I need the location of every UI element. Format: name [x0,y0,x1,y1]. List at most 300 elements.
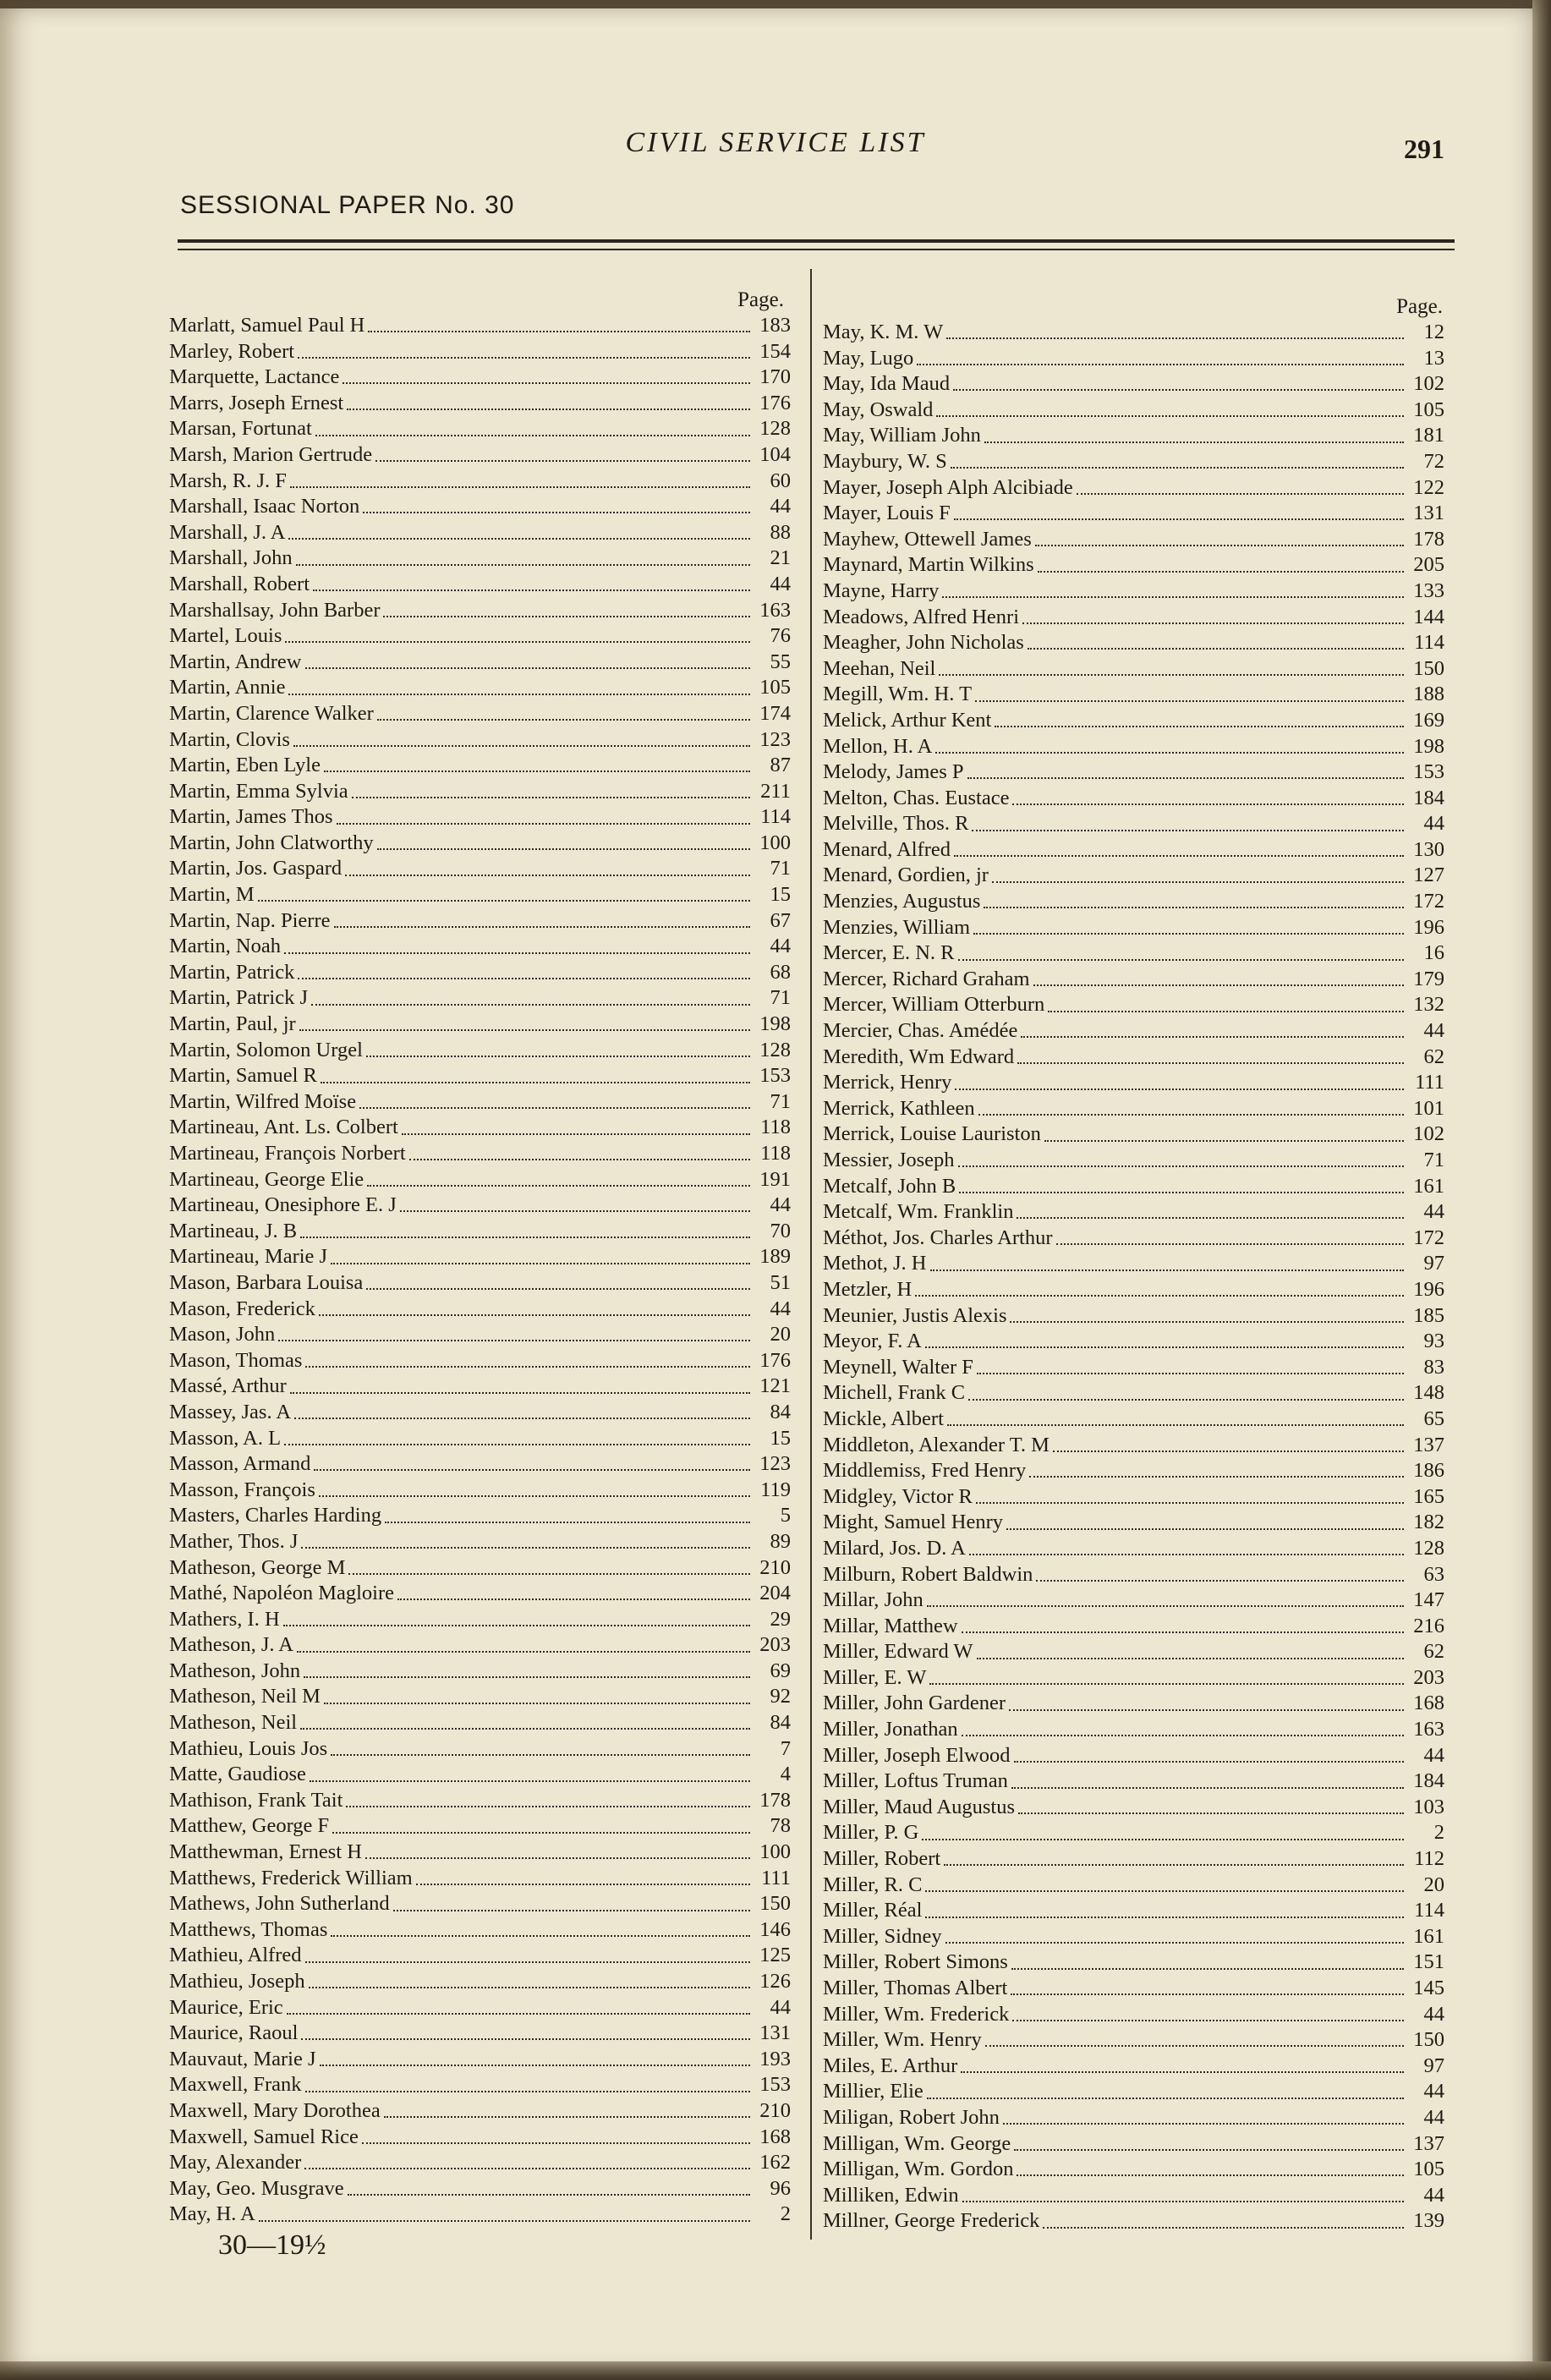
dot-leader [278,1340,750,1341]
index-entry [823,1820,1444,1846]
running-head: CIVIL SERVICE LIST [625,127,926,158]
index-entry [169,391,791,417]
index-entry [169,1788,791,1814]
index-entry [169,2202,791,2228]
entry-name: Martin, John Clatworthy [169,831,374,854]
entry-name: Meehan, Neil [823,656,936,680]
entry-page-number: 97 [1423,2054,1444,2077]
entry-name: May, H. A [169,2202,255,2226]
dot-leader [300,1237,750,1238]
dot-leader [284,1444,750,1445]
entry-page-number: 21 [770,546,791,570]
entry-page-number: 123 [759,1452,791,1476]
entry-page-number: 2 [1433,1821,1444,1845]
dot-leader [375,460,750,462]
entry-page-number: 119 [760,1478,791,1501]
entry-name: Melick, Arthur Kent [823,708,992,732]
index-entry [823,708,1444,734]
entry-page-number: 102 [1413,372,1444,396]
index-entry [823,1458,1444,1484]
entry-page-number: 128 [759,1038,791,1061]
index-entry [169,494,791,520]
dot-leader [1014,2149,1404,2151]
entry-name: Miller, Sidney [823,1924,942,1948]
dot-leader [290,486,750,488]
index-entry [823,1226,1444,1252]
entry-name: Marshallsay, John Barber [169,598,381,622]
entry-name: Marshall, J. A [169,520,286,544]
entry-name: Masson, François [169,1478,315,1501]
dot-leader [1018,1812,1404,1814]
entry-name: Messier, Joseph [823,1149,955,1171]
entry-name: Maxwell, Samuel Rice [169,2125,359,2148]
index-entry [823,1614,1444,1640]
entry-name: Meagher, John Nicholas [823,631,1024,655]
entry-page-number: 83 [1423,1355,1444,1379]
index-entry [169,804,791,831]
entry-page-number: 97 [1423,1252,1444,1275]
dot-leader [958,959,1405,961]
dot-leader [321,1082,750,1083]
index-entry [169,2072,791,2098]
entry-name: Martin, Samuel R [169,1064,317,1088]
index-entry [823,2105,1444,2131]
entry-name: Merrick, Louise Lauriston [823,1122,1041,1146]
entry-name: Menard, Gordien, jr [823,864,989,887]
dot-leader [968,1399,1404,1401]
index-entry [823,1873,1444,1899]
entry-name: Millar, John [823,1588,923,1612]
entry-name: Miller, R. C [823,1873,923,1896]
dot-leader [324,770,750,772]
entry-page-number: 44 [770,495,791,518]
index-entry [823,1639,1444,1665]
entry-page-number: 179 [1413,967,1444,990]
entry-name: Marley, Robert [169,339,295,363]
entry-name: Miles, E. Arthur [823,2054,958,2077]
entry-page-number: 127 [1413,864,1444,887]
entry-page-number: 2 [780,2202,791,2226]
dot-leader [1043,2227,1404,2229]
index-entry [823,1924,1444,1950]
dot-leader [930,1270,1405,1271]
entry-name: Maxwell, Frank [169,2073,302,2097]
index-entry [169,779,791,805]
index-entry [169,2176,791,2202]
entry-name: Mason, Barbara Louisa [169,1270,364,1294]
index-entry [169,1917,791,1944]
entry-page-number: 96 [770,2176,791,2200]
entry-page-number: 63 [1423,1562,1444,1586]
index-entry [169,572,791,598]
entry-name: Martin, Solomon Urgel [169,1038,363,1061]
dot-leader [1009,1709,1404,1711]
entry-name: Matheson, Neil M [169,1685,321,1708]
entry-page-number: 44 [1423,2105,1444,2129]
entry-page-number: 111 [1415,1071,1444,1094]
signature-mark: 30—19½ [218,2229,326,2261]
entry-page-number: 71 [770,857,791,880]
entry-page-number: 150 [759,1892,791,1916]
entry-page-number: 13 [1423,346,1444,370]
entry-page-number: 203 [759,1633,791,1657]
entry-name: Michell, Frank C [823,1381,966,1405]
entry-name: Matthews, Frederick William [169,1866,413,1889]
entry-page-number: 105 [1413,398,1444,421]
entry-page-number: 174 [759,701,791,725]
index-entry [823,579,1444,605]
entry-name: Méthot, Jos. Charles Arthur [823,1226,1053,1249]
dot-leader [368,331,750,332]
index-entry [169,1710,791,1736]
entry-page-number: 44 [1423,2080,1444,2103]
dot-leader [288,538,750,540]
index-entry [169,313,791,339]
entry-page-number: 62 [1423,1045,1444,1068]
entry-name: Mayne, Harry [823,579,940,602]
entry-page-number: 44 [1423,1200,1444,1224]
entry-page-number: 15 [770,1426,791,1450]
dot-leader [954,855,1404,857]
entry-page-number: 165 [1413,1484,1444,1508]
dot-leader [925,1917,1404,1918]
entry-name: Mather, Thos. J [169,1529,299,1553]
entry-page-number: 44 [1423,2183,1444,2207]
dot-leader [1017,1217,1404,1219]
index-entry [169,1943,791,1969]
entry-page-number: 71 [1423,1149,1444,1171]
index-entry [169,1012,791,1038]
index-entry [169,623,791,650]
entry-name: Miller, Maud Augustus [823,1795,1016,1818]
entry-page-number: 103 [1413,1795,1444,1818]
dot-leader [319,1495,750,1497]
index-entry [169,856,791,882]
dot-leader [961,2071,1404,2073]
dot-leader [319,1314,750,1316]
entry-page-number: 105 [1413,2158,1444,2181]
dot-leader [1033,984,1404,986]
entry-name: Mayer, Joseph Alph Alcibiade [823,475,1073,499]
dot-leader [992,881,1404,883]
index-entry [169,701,791,727]
entry-name: Mason, Thomas [169,1348,303,1372]
entry-page-number: 118 [760,1142,791,1165]
entry-page-number: 161 [1413,1174,1444,1198]
entry-page-number: 189 [759,1245,791,1269]
index-entry [823,1950,1444,1976]
dot-leader [1022,622,1404,624]
dot-leader [1003,2123,1404,2125]
right-entry-list [823,320,1444,2235]
right-column [823,294,1444,2235]
index-entry [823,1433,1444,1459]
index-entry [823,2131,1444,2158]
entry-name: Menzies, Augustus [823,890,981,913]
dot-leader [343,382,750,384]
entry-name: Martineau, Onesiphore E. J [169,1193,397,1217]
entry-page-number: 5 [780,1504,791,1527]
index-entry [823,915,1444,941]
entry-page-number: 181 [1413,424,1444,447]
dot-leader [347,409,750,410]
entry-name: Maxwell, Mary Dorothea [169,2098,381,2122]
entry-page-number: 153 [759,1064,791,1088]
entry-page-number: 121 [759,1374,791,1398]
entry-page-number: 123 [759,727,791,751]
entry-name: Mathieu, Joseph [169,1970,305,1993]
entry-name: Miller, Wm. Henry [823,2028,982,2052]
index-entry [823,1976,1444,2002]
entry-page-number: 101 [1413,1096,1444,1120]
index-entry [169,1115,791,1141]
entry-page-number: 68 [770,960,791,984]
index-entry [823,2079,1444,2105]
entry-name: Middlemiss, Fred Henry [823,1459,1027,1483]
dot-leader [1012,803,1404,805]
page-bottom-edge [0,2361,1551,2380]
page-number: 291 [1404,134,1444,164]
index-entry [823,527,1444,553]
index-entry [823,449,1444,475]
index-entry [169,598,791,624]
index-entry [823,320,1444,346]
entry-page-number: 151 [1413,1950,1444,1974]
dot-leader [1029,1476,1404,1478]
entry-name: May, K. M. W [823,321,944,343]
index-entry [823,863,1444,889]
entry-name: May, Oswald [823,398,934,421]
index-entry [169,985,791,1012]
entry-name: Menard, Alfred [823,837,951,861]
entry-name: Martin, Emma Sylvia [169,779,348,803]
dot-leader [944,1864,1404,1866]
entry-name: Martin, Clarence Walker [169,701,374,725]
entry-name: Meynell, Walter F [823,1355,973,1379]
dot-leader [384,2116,750,2118]
index-entry [823,1355,1444,1381]
dot-leader [1048,1011,1404,1012]
index-entry [823,605,1444,631]
index-entry [169,416,791,442]
index-entry [169,934,791,960]
dot-leader [1014,1761,1404,1763]
dot-leader [305,2091,751,2092]
entry-name: Maybury, W. S [823,449,947,473]
entry-name: Matthew, George F [169,1814,330,1838]
index-entry [169,1270,791,1297]
index-entry [823,1769,1444,1795]
index-entry [169,1607,791,1633]
entry-page-number: 44 [1423,1019,1444,1043]
entry-page-number: 105 [759,676,791,699]
dot-leader [298,978,750,979]
index-entry [823,630,1444,656]
index-entry [823,2183,1444,2209]
dot-leader [1012,2020,1404,2021]
dot-leader [285,641,750,643]
entry-name: Mercer, E. N. R [823,941,955,965]
entry-page-number: 176 [759,1348,791,1372]
entry-name: Midgley, Victor R [823,1484,973,1508]
dot-leader [304,2168,750,2169]
index-entry [169,1400,791,1426]
index-entry [169,1244,791,1270]
index-entry [169,1426,791,1452]
header-double-rule [178,239,1455,250]
dot-leader [917,364,1404,365]
entry-page-number: 154 [759,339,791,363]
entry-page-number: 184 [1413,786,1444,809]
dot-leader [366,1056,750,1057]
entry-page-number: 55 [770,650,791,673]
index-entry [169,831,791,857]
entry-name: Matthewman, Ernest H [169,1840,362,1864]
entry-name: Megill, Wm. H. T [823,683,973,706]
index-entry [169,1840,791,1866]
dot-leader [296,564,750,566]
entry-name: Martin, Andrew [169,650,302,673]
index-entry [823,2054,1444,2080]
index-entry [169,727,791,754]
index-entry [823,1898,1444,1924]
dot-leader [975,700,1404,702]
dot-leader [972,830,1404,831]
entry-name: Martineau, J. B [169,1219,298,1242]
index-entry [169,520,791,546]
entry-name: Mathison, Frank Tait [169,1788,343,1812]
dot-leader [976,1502,1404,1504]
entry-page-number: 210 [759,1555,791,1579]
entry-page-number: 137 [1413,1433,1444,1456]
index-entry [169,908,791,935]
index-entry [823,1045,1444,1071]
entry-page-number: 146 [759,1917,791,1941]
dot-leader [1028,648,1404,650]
index-entry [823,1121,1444,1148]
entry-name: Massé, Arthur [169,1374,287,1398]
entry-name: Martineau, François Norbert [169,1142,406,1165]
entry-page-number: 188 [1413,683,1444,706]
dot-leader [320,2065,751,2066]
entry-page-number: 145 [1413,1977,1444,1999]
entry-name: Mathieu, Alfred [169,1944,302,1967]
entry-name: Martineau, George Elie [169,1167,364,1191]
entry-name: Marshall, Robert [169,572,310,595]
entry-name: Martin, James Thos [169,805,333,829]
entry-name: Merrick, Kathleen [823,1096,975,1120]
entry-page-number: 44 [770,935,791,958]
index-entry [169,1581,791,1607]
dot-leader [362,2142,750,2144]
dot-leader [259,2220,750,2222]
index-entry [169,960,791,986]
entry-name: Meyor, F. A [823,1330,922,1353]
index-entry [823,1018,1444,1045]
index-entry [823,1717,1444,1743]
entry-name: Milliken, Edwin [823,2183,959,2207]
index-entry [823,734,1444,760]
dot-leader [935,752,1404,754]
dot-leader [1017,2174,1404,2176]
dot-leader [313,590,750,591]
index-entry [823,1380,1444,1407]
index-entry [169,1995,791,2021]
index-entry [823,1484,1444,1511]
entry-page-number: 100 [759,1840,791,1864]
dot-leader [942,596,1404,598]
index-entry [169,1322,791,1348]
entry-name: Marshall, Isaac Norton [169,495,360,518]
index-entry [169,442,791,469]
dot-leader [962,1631,1404,1633]
entry-page-number: 114 [760,805,791,829]
entry-page-number: 16 [1423,941,1444,965]
entry-name: Millier, Elie [823,2080,923,2103]
index-entry [823,398,1444,424]
entry-page-number: 186 [1413,1459,1444,1483]
entry-page-number: 144 [1413,605,1444,628]
entry-name: Maurice, Raoul [169,2021,299,2045]
entry-page-number: 191 [759,1167,791,1191]
dot-leader [946,337,1404,339]
entry-name: Mellon, H. A [823,734,933,758]
entry-name: Miller, Robert [823,1847,941,1871]
entry-page-number: 87 [770,754,791,777]
entry-page-number: 150 [1413,2028,1444,2052]
index-entry [169,546,791,572]
dot-leader [348,2194,750,2196]
dot-leader [305,667,751,669]
left-entry-list [169,313,791,2228]
index-entry [823,760,1444,786]
entry-page-number: 196 [1413,1277,1444,1301]
entry-page-number: 44 [770,1297,791,1320]
entry-name: Miller, Joseph Elwood [823,1743,1011,1767]
entry-page-number: 44 [770,1193,791,1217]
dot-leader [925,1890,1404,1892]
dot-leader [959,1192,1404,1193]
entry-name: Mathé, Napoléon Magloire [169,1582,395,1605]
dot-leader [929,1683,1404,1685]
entry-page-number: 128 [1413,1536,1444,1560]
dot-leader [331,1754,750,1756]
entry-page-number: 44 [1423,1743,1444,1767]
entry-page-number: 205 [1413,553,1444,577]
index-entry [823,1277,1444,1303]
entry-name: Mathers, I. H [169,1607,280,1631]
index-entry [823,1846,1444,1873]
entry-name: Metcalf, Wm. Franklin [823,1200,1014,1224]
entry-name: Mason, Frederick [169,1297,315,1320]
index-entry [169,1684,791,1710]
dot-leader [953,389,1404,391]
entry-page-number: 133 [1413,579,1444,602]
index-entry [823,682,1444,708]
entry-page-number: 44 [1423,812,1444,836]
index-entry [823,1536,1444,1562]
entry-page-number: 15 [770,883,791,907]
entry-page-number: 104 [759,442,791,466]
entry-name: Mercer, Richard Graham [823,967,1030,990]
dot-leader [925,1346,1404,1348]
entry-name: Meadows, Alfred Henri [823,605,1020,628]
index-entry [169,1969,791,1995]
index-entry [823,1510,1444,1536]
entry-name: Menzies, William [823,915,971,939]
entry-page-number: 100 [759,831,791,854]
index-entry [169,2125,791,2151]
